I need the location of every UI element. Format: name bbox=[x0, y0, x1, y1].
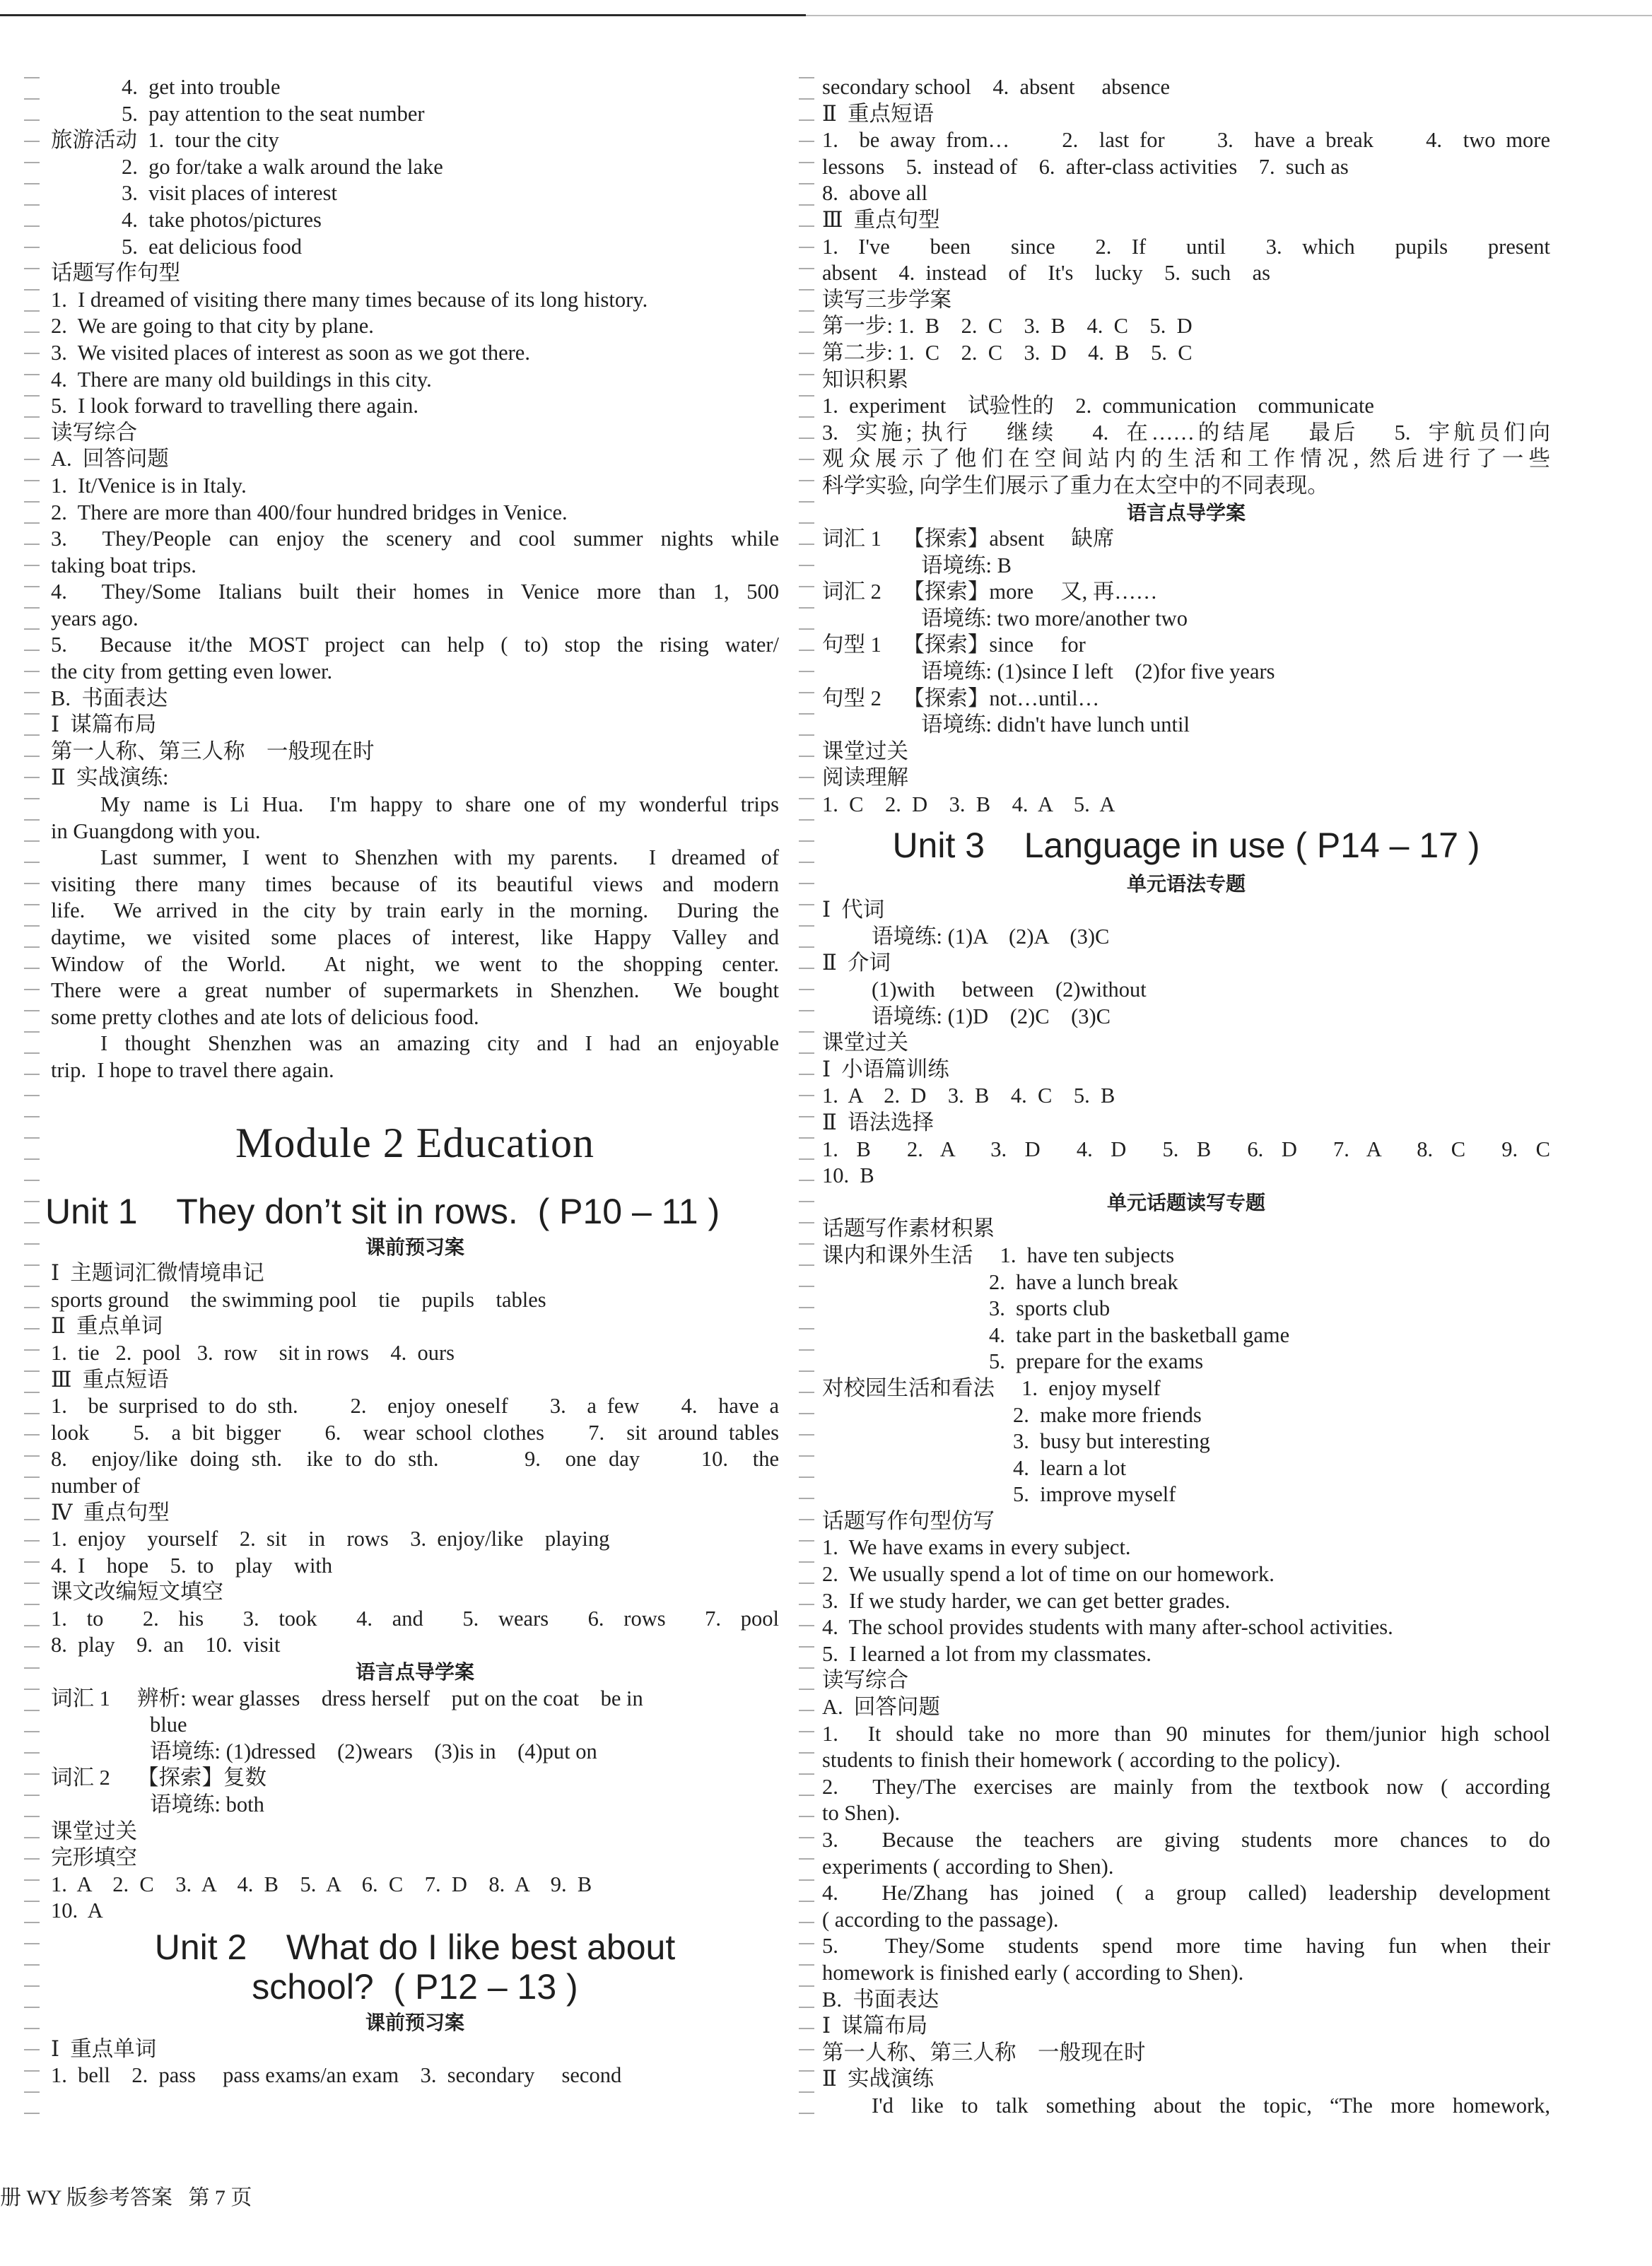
text-line: ( according to the passage). bbox=[822, 1907, 1059, 1932]
text-line: students to finish their homework ( according to the policy). bbox=[822, 1748, 1341, 1773]
text-line: some pretty clothes and ate lots of delicious food. bbox=[51, 1004, 479, 1029]
text-line: Ⅰ 主题词汇微情境串记 bbox=[51, 1261, 264, 1286]
text-line: 完形填空 bbox=[51, 1845, 137, 1870]
text-line: 3. busy but interesting bbox=[1013, 1429, 1210, 1454]
text-line: 1. A 2. D 3. B 4. C 5. B bbox=[822, 1084, 1115, 1108]
text-line: 10. A bbox=[51, 1898, 103, 1923]
text-line: 2. go for/take a walk around the lake bbox=[122, 154, 443, 179]
text-line: years ago. bbox=[51, 606, 139, 630]
text-line: 阅读理解 bbox=[822, 765, 908, 790]
text-line: homework is finished early ( according to Shen). bbox=[822, 1960, 1244, 1985]
text-line: visiting there many times because of its beautiful views and modern bbox=[51, 871, 779, 896]
text-line: Ⅰ 代词 bbox=[822, 898, 885, 922]
text-line: B. 书面表达 bbox=[822, 1987, 939, 2012]
text-line: 对校园生活和看法 1. enjoy myself bbox=[822, 1375, 1161, 1400]
text-line: 5. improve myself bbox=[1013, 1482, 1176, 1507]
text-line: daytime, we visited some places of interest, like Happy Valley and bbox=[51, 925, 779, 949]
text-line: 旅游活动 1. tour the city bbox=[51, 128, 279, 153]
text-line: 4. get into trouble bbox=[122, 75, 281, 99]
section-heading: 单元话题读写专题 bbox=[1106, 1190, 1265, 1214]
text-line: 3. If we study harder, we can get better grades. bbox=[822, 1588, 1231, 1613]
text-line: 4. take photos/pictures bbox=[122, 207, 322, 232]
text-line: 词汇 2 【探索】more 又, 再…… bbox=[822, 580, 1158, 604]
text-line: 10. B bbox=[822, 1163, 874, 1188]
text-line: I thought Shenzhen was an amazing city and I had an enjoyable bbox=[100, 1031, 779, 1056]
text-line: 4. They/Some Italians built their homes in Venice more than 1, 500 bbox=[51, 580, 779, 604]
text-line: 5. eat delicious food bbox=[122, 234, 302, 259]
text-line: 8. play 9. an 10. visit bbox=[51, 1633, 281, 1657]
text-line: 课堂过关 bbox=[822, 739, 908, 763]
text-line: 3. They/People can enjoy the scenery and cool summer nights while bbox=[51, 527, 779, 551]
text-line: My name is Li Hua. I'm happy to share one of my wonderful trips bbox=[100, 792, 779, 817]
text-line: 4. There are many old buildings in this city. bbox=[51, 367, 432, 392]
text-line: 第一人称、第三人称 一般现在时 bbox=[51, 739, 375, 763]
text-line: A. 回答问题 bbox=[51, 447, 169, 471]
right-column bbox=[822, 74, 1550, 2120]
text-line: 1. be away from… 2. last for 3. have a break 4. two more bbox=[822, 128, 1550, 153]
text-line: 句型 2 【探索】not…until… bbox=[822, 686, 1100, 710]
text-line: 4. The school provides students with many after-school activities. bbox=[822, 1615, 1393, 1640]
text-line: 词汇 1 辨析: wear glasses dress herself put on the coat be in bbox=[51, 1686, 643, 1710]
text-line: experiments ( according to Shen). bbox=[822, 1854, 1114, 1879]
text-line: Ⅱ 重点短语 bbox=[822, 101, 934, 126]
section-heading: 单元语法专题 bbox=[1126, 871, 1246, 896]
text-line: 5. I learned a lot from my classmates. bbox=[822, 1641, 1152, 1666]
text-line: 8. enjoy/like doing sth. ike to do sth. 9. one day 10. the bbox=[51, 1447, 779, 1472]
text-line: 1. experiment 试验性的 2. communication communicate bbox=[822, 394, 1374, 418]
left-block-b bbox=[51, 1234, 779, 1925]
text-line: look 5. a bit bigger 6. wear school clothes 7. sit around tables bbox=[51, 1420, 779, 1445]
text-line: 第一人称、第三人称 一般现在时 bbox=[822, 2040, 1146, 2065]
text-line: Last summer, I went to Shenzhen with my parents. I dreamed of bbox=[100, 845, 779, 870]
text-line: 1. C 2. D 3. B 4. A 5. A bbox=[822, 792, 1115, 817]
right-block-b bbox=[822, 871, 1550, 2120]
text-line: 语境练: didn't have lunch until bbox=[921, 712, 1190, 737]
text-line: 句型 1 【探索】since for bbox=[822, 633, 1086, 657]
text-line: 课堂过关 bbox=[51, 1819, 137, 1843]
text-line: 读写三步学案 bbox=[822, 287, 951, 312]
text-line: 1. be surprised to do sth. 2. enjoy oneself 3. a few 4. have a bbox=[51, 1394, 779, 1419]
text-line: 知识积累 bbox=[822, 367, 908, 392]
text-line: 1. to 2. his 3. took 4. and 5. wears 6. rows 7. pool bbox=[51, 1606, 779, 1631]
left-block-a bbox=[51, 74, 779, 1084]
text-line: 4. learn a lot bbox=[1013, 1455, 1127, 1480]
text-line: I'd like to talk something about the topic, “The more homework, bbox=[872, 2093, 1550, 2118]
top-rule bbox=[0, 14, 806, 16]
text-line: number of bbox=[51, 1473, 141, 1498]
text-line: 1. I've been since 2. If until 3. which pupils present bbox=[822, 234, 1550, 259]
text-line: 话题写作句型 bbox=[51, 261, 180, 286]
text-line: 1. I dreamed of visiting there many times because of its long history. bbox=[51, 287, 648, 312]
text-line: 5. prepare for the exams bbox=[989, 1349, 1204, 1374]
text-line: 语境练: (1)since I left (2)for five years bbox=[921, 659, 1275, 684]
text-line: taking boat trips. bbox=[51, 553, 197, 577]
binding-edge-middle bbox=[799, 67, 814, 2117]
text-line: B. 书面表达 bbox=[51, 686, 168, 710]
text-line: 词汇 2 【探索】复数 bbox=[51, 1766, 266, 1790]
section-heading: 语言点导学案 bbox=[1126, 500, 1246, 524]
text-line: Ⅳ 重点句型 bbox=[51, 1500, 170, 1525]
text-line: absent 4. instead of It's lucky 5. such as bbox=[822, 261, 1271, 286]
text-line: A. 回答问题 bbox=[822, 1695, 940, 1720]
text-line: 1. tie 2. pool 3. row sit in rows 4. ours bbox=[51, 1340, 455, 1365]
text-line: Ⅰ 重点单词 bbox=[51, 2036, 157, 2061]
text-line: 4. take part in the basketball game bbox=[989, 1322, 1290, 1347]
text-line: 1. It should take no more than 90 minutes for them/junior high school bbox=[822, 1721, 1550, 1746]
module-title: Module 2 Education bbox=[235, 1119, 594, 1166]
text-line: to Shen). bbox=[822, 1801, 901, 1826]
left-column bbox=[45, 74, 779, 2089]
text-line: 课文改编短文填空 bbox=[51, 1580, 223, 1604]
text-line: 词汇 1 【探索】absent 缺席 bbox=[822, 527, 1115, 551]
text-line: trip. I hope to travel there again. bbox=[51, 1057, 334, 1082]
text-line: 第二步: 1. C 2. C 3. D 4. B 5. C bbox=[822, 340, 1193, 365]
text-line: 2. They/The exercises are mainly from the textbook now ( according bbox=[822, 1774, 1550, 1799]
text-line: 第一步: 1. B 2. C 3. B 4. C 5. D bbox=[822, 314, 1193, 339]
text-line: Ⅱ 语法选择 bbox=[822, 1110, 934, 1134]
text-line: 2. There are more than 400/four hundred bridges in Venice. bbox=[51, 500, 568, 524]
top-rule-right bbox=[806, 15, 1652, 16]
text-line: 语境练: (1)A (2)A (3)C bbox=[872, 924, 1110, 949]
text-line: 语境练: (1)dressed (2)wears (3)is in (4)put on bbox=[150, 1739, 597, 1763]
text-line: 2. make more friends bbox=[1013, 1402, 1202, 1427]
text-line: 2. We usually spend a lot of time on our homework. bbox=[822, 1562, 1275, 1587]
unit-2-title-line-1: Unit 2 What do I like best about bbox=[154, 1927, 676, 1967]
text-line: Ⅱ 重点单词 bbox=[51, 1314, 163, 1339]
text-line: blue bbox=[150, 1713, 187, 1737]
text-line: 读写综合 bbox=[822, 1668, 908, 1693]
text-line: Ⅰ 谋篇布局 bbox=[51, 712, 157, 737]
text-line: 语境练: (1)D (2)C (3)C bbox=[872, 1004, 1111, 1028]
text-line: 5. I look forward to travelling there again. bbox=[51, 394, 419, 418]
text-line: sports ground the swimming pool tie pupils tables bbox=[51, 1287, 546, 1312]
text-line: secondary school 4. absent absence bbox=[822, 75, 1171, 99]
text-line: (1)with between (2)without bbox=[872, 978, 1147, 1002]
text-line: 语境练: two more/another two bbox=[921, 606, 1188, 630]
text-line: 课堂过关 bbox=[822, 1031, 908, 1055]
text-line: 语境练: both bbox=[150, 1792, 264, 1817]
text-line: 1. bell 2. pass pass exams/an exam 3. secondary second bbox=[51, 2063, 622, 2088]
text-line: 8. above all bbox=[822, 181, 928, 206]
unit-3-title: Unit 3 Language in use ( P14 – 17 ) bbox=[892, 825, 1480, 865]
text-line: 科学实验, 向学生们展示了重力在太空中的不同表现。 bbox=[822, 473, 1329, 498]
binding-edge-left bbox=[24, 67, 40, 2117]
text-line: 3. sports club bbox=[989, 1296, 1111, 1321]
text-line: Ⅰ 小语篇训练 bbox=[822, 1057, 949, 1081]
left-block-c bbox=[51, 2009, 779, 2089]
unit-2-title-line-2: school? ( P12 – 13 ) bbox=[252, 1967, 578, 2007]
text-line: 1. enjoy yourself 2. sit in rows 3. enjoy/like playing bbox=[51, 1527, 610, 1551]
text-line: Ⅲ 重点句型 bbox=[822, 207, 940, 232]
text-line: Window of the World. At night, we went to the shopping center. bbox=[51, 951, 779, 976]
page-footer: 册 WY 版参考答案 第 7 页 bbox=[0, 2186, 252, 2209]
text-line: Ⅰ 谋篇布局 bbox=[822, 2014, 928, 2038]
section-heading: 课前预习案 bbox=[365, 1235, 464, 1259]
text-line: 3. Because the teachers are giving students more chances to do bbox=[822, 1828, 1550, 1852]
text-line: 语境练: B bbox=[921, 553, 1012, 577]
text-line: 1. A 2. C 3. A 4. B 5. A 6. C 7. D 8. A 9. B bbox=[51, 1872, 592, 1896]
text-line: 5. They/Some students spend more time having fun when their bbox=[822, 1934, 1550, 1959]
text-line: 3. We visited places of interest as soon as we got there. bbox=[51, 340, 530, 365]
text-line: 1. It/Venice is in Italy. bbox=[51, 473, 247, 498]
text-line: 4. He/Zhang has joined ( a group called) leadership development bbox=[822, 1881, 1550, 1906]
text-line: life. We arrived in the city by train early in the morning. During the bbox=[51, 898, 779, 923]
text-line: 1. We have exams in every subject. bbox=[822, 1535, 1131, 1560]
text-line: 3. visit places of interest bbox=[122, 181, 337, 206]
section-heading: 课前预习案 bbox=[365, 2011, 464, 2034]
text-line: the city from getting even lower. bbox=[51, 659, 333, 684]
right-block-a bbox=[822, 74, 1550, 818]
text-line: 3. 实施; 执行 继续 4. 在……的结尾 最后 5. 宇航员们向 bbox=[822, 420, 1550, 445]
text-line: 5. pay attention to the seat number bbox=[122, 101, 425, 126]
text-line: Ⅱ 介词 bbox=[822, 951, 891, 975]
text-line: 4. I hope 5. to play with bbox=[51, 1553, 333, 1578]
text-line: 2. have a lunch break bbox=[989, 1269, 1178, 1294]
section-heading: 语言点导学案 bbox=[355, 1660, 474, 1684]
text-line: 话题写作句型仿写 bbox=[822, 1508, 995, 1533]
text-line: Ⅱ 实战演练 bbox=[822, 2067, 934, 2091]
text-line: There were a great number of supermarkets in Shenzhen. We bought bbox=[51, 978, 779, 1003]
text-line: 2. We are going to that city by plane. bbox=[51, 314, 374, 339]
text-line: 1. B 2. A 3. D 4. D 5. B 6. D 7. A 8. C 9. C bbox=[822, 1137, 1550, 1161]
text-line: Ⅱ 实战演练: bbox=[51, 765, 169, 790]
text-line: lessons 5. instead of 6. after-class activities 7. such as bbox=[822, 154, 1349, 179]
text-line: in Guangdong with you. bbox=[51, 818, 261, 843]
text-line: 话题写作素材积累 bbox=[822, 1216, 995, 1241]
text-line: Ⅲ 重点短语 bbox=[51, 1367, 169, 1392]
text-line: 观众展示了他们在空间站内的生活和工作情况, 然后进行了一些 bbox=[822, 447, 1550, 471]
text-line: 课内和课外生活 1. have ten subjects bbox=[822, 1243, 1175, 1267]
text-line: 5. Because it/the MOST project can help ( to) stop the rising water/ bbox=[51, 633, 779, 657]
unit-1-title: Unit 1 They don’t sit in rows. ( P10 – 11 ) bbox=[45, 1191, 720, 1231]
text-line: 读写综合 bbox=[51, 420, 137, 445]
